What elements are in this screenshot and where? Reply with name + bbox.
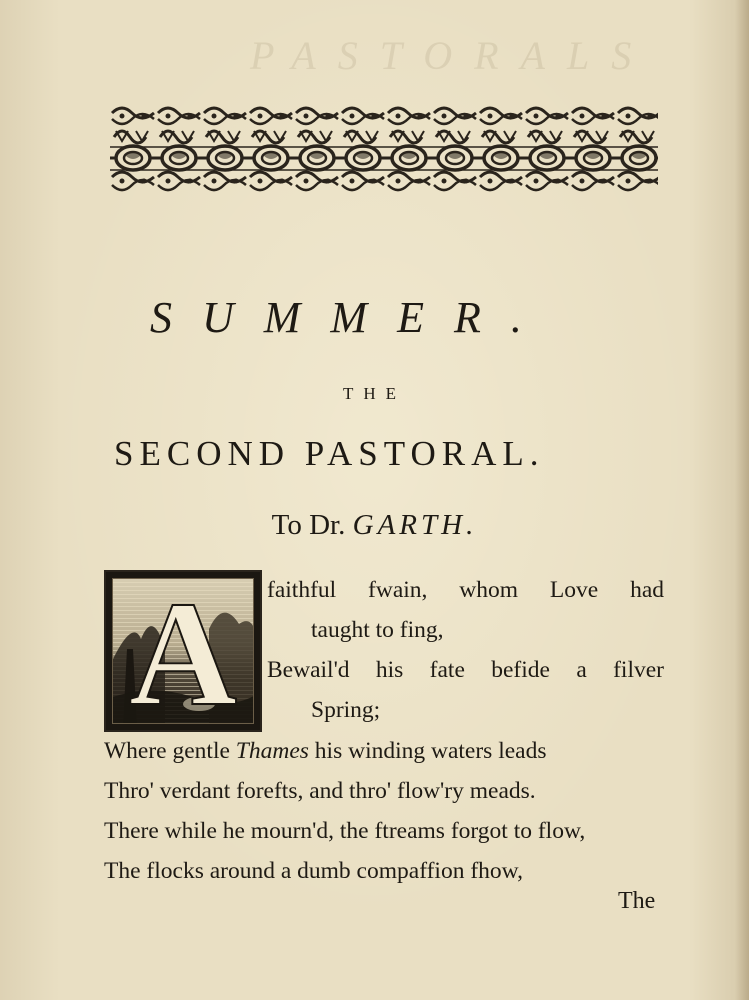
verse-line-3-end: his winding waters leads (314, 738, 547, 764)
verse-line-3-italic: Thames (235, 738, 309, 764)
dedication-prefix: To Dr. (271, 509, 346, 541)
verse-line-1-continued: taught to fing, (311, 617, 444, 643)
verse-line-2: Bewail'd his fate befide a filver (267, 657, 664, 683)
verse-line-4: Thro' verdant forefts, and thro' flow'ry meads. (104, 778, 536, 804)
dedication (0, 509, 749, 542)
catchword: The (618, 888, 656, 914)
show-through-text: PASTORALS (250, 33, 654, 78)
dedication-name: GARTH. (352, 509, 478, 541)
drop-cap-letter: A (128, 578, 238, 724)
decorated-initial (104, 570, 262, 732)
verse-line-6: The flocks around a dumb compaffion fhow, (104, 858, 523, 884)
ornamental-headpiece-icon (110, 103, 658, 198)
verse-line-2-continued: Spring; (311, 697, 381, 723)
verse-line-1: faithful fwain, whom Love had (267, 577, 664, 603)
engraved-landscape-icon (112, 578, 254, 724)
verse-line-5: There while he mourn'd, the ftreams forgot to flow, (104, 818, 586, 844)
verse-line-3-start: Where gentle (104, 738, 230, 764)
title-connector: THE (342, 384, 407, 403)
page-subtitle: SECOND PASTORAL. (114, 434, 545, 473)
page-edge-shadow (735, 0, 749, 1000)
page-title: SUMMER. (150, 293, 552, 342)
verse-line-3 (104, 738, 547, 765)
